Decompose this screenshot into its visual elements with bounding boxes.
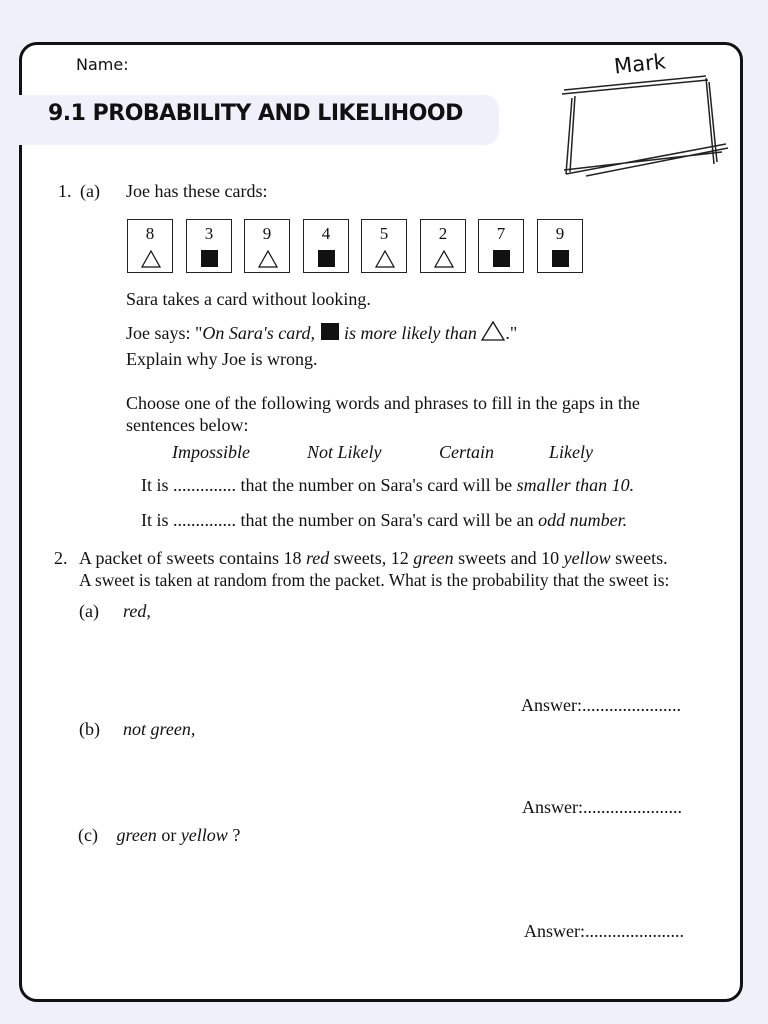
q2-answer-c: Answer:...................... (524, 921, 684, 941)
q1-sentence1 (141, 475, 634, 496)
square-icon (320, 323, 340, 341)
card (186, 219, 232, 273)
q2-red: red (305, 548, 330, 568)
card-number: 9 (555, 224, 565, 243)
sentence1-italic: smaller than 10. (516, 475, 635, 495)
card-number: 5 (379, 224, 389, 243)
triangle-icon (434, 250, 454, 268)
card-number: 3 (204, 224, 214, 243)
q1-number: 1. (58, 181, 72, 201)
q2-yellow: yellow (563, 548, 611, 568)
card (537, 219, 583, 273)
q2-green: green (413, 548, 454, 568)
card (244, 219, 290, 273)
q1-explain: Explain why Joe is wrong. (126, 349, 318, 369)
q1-choose-line1: Choose one of the following words and phrases to fill in the gaps in the (126, 393, 640, 413)
triangle-icon (481, 321, 505, 341)
q2-line1-c: sweets and 10 (453, 548, 564, 568)
mark-box (556, 74, 732, 182)
card-number: 4 (321, 224, 331, 243)
q2-line1 (79, 548, 668, 569)
q2-part-b-text: not green, (123, 719, 196, 739)
joe-says-suffix: ." (505, 323, 518, 343)
square-icon (492, 250, 512, 268)
q1-sentence2 (141, 510, 627, 531)
q1-choose-line2: sentences below: (126, 415, 249, 435)
q2-part-a-label: (a) (79, 601, 99, 621)
q2-answer-a: Answer:...................... (521, 695, 681, 715)
card (420, 219, 466, 273)
option-not-likely: Not Likely (307, 442, 382, 462)
mark-label: Mark (612, 49, 667, 79)
square-icon (200, 250, 220, 268)
card (303, 219, 349, 273)
worksheet-title: 9.1 PROBABILITY AND LIKELIHOOD (48, 101, 463, 126)
sentence2-text: It is .............. that the number on Sara's card will be an (141, 510, 539, 530)
q2-part-c-or: or (161, 825, 177, 845)
name-label: Name: (76, 55, 129, 74)
q2-line2: A sweet is taken at random from the packet. What is the probability that the sweet is: (79, 570, 670, 590)
q2-line1-a: A packet of sweets contains 18 (79, 548, 306, 568)
q2-part-a-text: red, (123, 601, 151, 621)
triangle-icon (141, 250, 161, 268)
card (361, 219, 407, 273)
q1-part-label: (a) (80, 181, 100, 201)
card-number: 8 (145, 224, 155, 243)
sentence1-text: It is .............. that the number on Sara's card will be (141, 475, 517, 495)
q2-answer-b: Answer:...................... (522, 797, 682, 817)
q2-part-b-label: (b) (79, 719, 100, 739)
triangle-icon (375, 250, 395, 268)
square-icon (317, 250, 337, 268)
option-certain: Certain (439, 442, 495, 462)
square-icon (551, 250, 571, 268)
q2-part-c-green: green (116, 825, 157, 845)
option-impossible: Impossible (172, 442, 250, 462)
card (478, 219, 524, 273)
q2-part-c-q: ? (232, 825, 241, 845)
joe-says-part1: On Sara's card, (202, 323, 316, 343)
q1-sara-line: Sara takes a card without looking. (126, 289, 371, 309)
card-number: 7 (496, 224, 506, 243)
joe-says-prefix: Joe says: " (126, 323, 203, 343)
q2-part-c-yellow: yellow (180, 825, 228, 845)
sentence2-italic: odd number. (538, 510, 628, 530)
card (127, 219, 173, 273)
card-number: 2 (438, 224, 448, 243)
q2-line1-d: sweets. (610, 548, 668, 568)
joe-says-part2: is more likely than (344, 323, 477, 343)
q1-joe-says (126, 321, 517, 344)
triangle-icon (258, 250, 278, 268)
card-number: 9 (262, 224, 272, 243)
q2-number: 2. (54, 548, 68, 568)
option-likely: Likely (549, 442, 593, 462)
q2-line1-b: sweets, 12 (329, 548, 414, 568)
q2-part-c (78, 825, 240, 846)
q1-intro: Joe has these cards: (126, 181, 268, 201)
q2-part-c-label: (c) (78, 825, 98, 845)
